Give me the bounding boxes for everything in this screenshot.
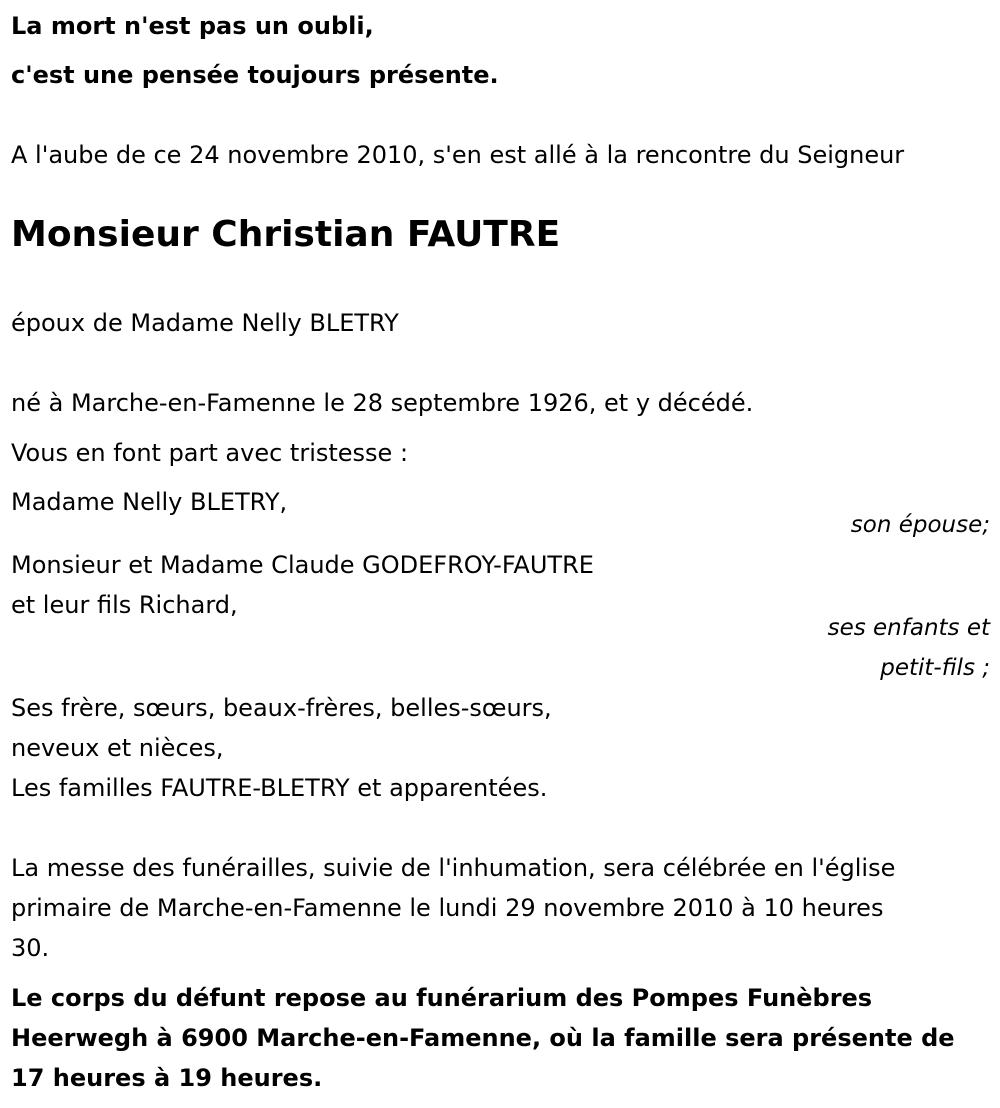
funeral-home-line-1: Le corps du défunt repose au funérarium des Pompes Funèbres [11, 984, 873, 1012]
mass-line-1: La messe des funérailles, suivie de l'inhumation, sera célébrée en l'église [11, 854, 896, 882]
wife-role: son épouse; [850, 512, 990, 538]
wife-name: Madame Nelly BLETRY, [11, 488, 288, 516]
mass-line-3: 30. [11, 934, 50, 962]
quote-line-2: c'est une pensée toujours présente. [11, 61, 499, 89]
children-line-2: et leur fils Richard, [11, 591, 238, 619]
funeral-home-line-2: Heerwegh à 6900 Marche-en-Famenne, où la famille sera présente de [11, 1024, 955, 1052]
intro-text: A l'aube de ce 24 novembre 2010, s'en est allé à la rencontre du Seigneur [11, 141, 905, 169]
siblings-line-3: Les familles FAUTRE-BLETRY et apparentées. [11, 774, 548, 802]
funeral-home-line-3: 17 heures à 19 heures. [11, 1064, 323, 1092]
birth-line: né à Marche-en-Famenne le 28 septembre 1926, et y décédé. [11, 389, 754, 417]
siblings-line-2: neveux et nièces, [11, 734, 224, 762]
mass-line-2: primaire de Marche-en-Famenne le lundi 29 novembre 2010 à 10 heures [11, 894, 884, 922]
children-line-1: Monsieur et Madame Claude GODEFROY-FAUTRE [11, 551, 594, 579]
children-role-1: ses enfants et [827, 615, 990, 641]
announce-line: Vous en font part avec tristesse : [11, 439, 409, 467]
siblings-line-1: Ses frère, sœurs, beaux-frères, belles-sœurs, [11, 694, 552, 722]
deceased-name: Monsieur Christian FAUTRE [11, 214, 561, 255]
quote-line-1: La mort n'est pas un oubli, [11, 12, 374, 40]
children-role-2: petit-fils ; [880, 655, 990, 681]
spouse-line: époux de Madame Nelly BLETRY [11, 309, 399, 337]
